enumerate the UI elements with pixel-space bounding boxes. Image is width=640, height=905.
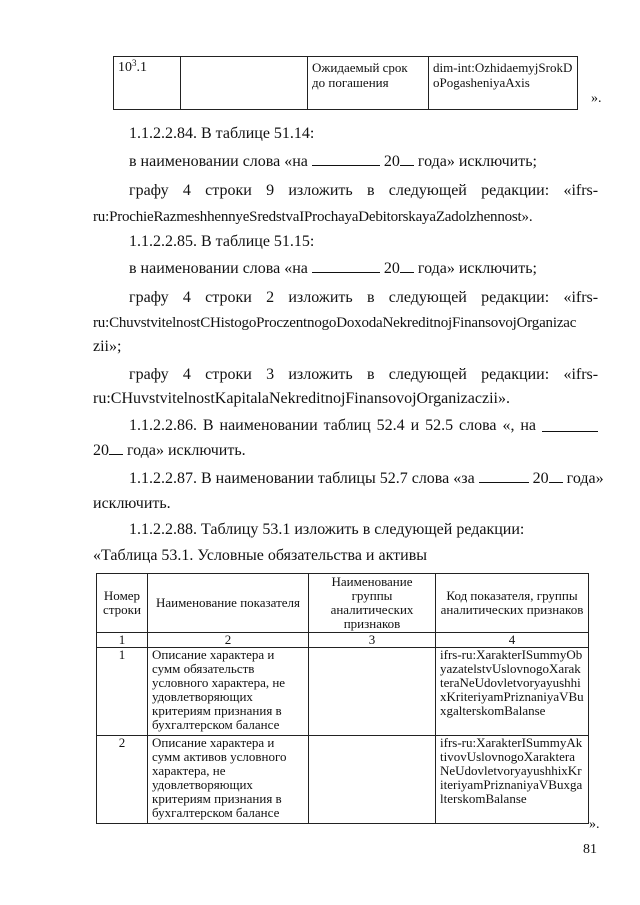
indicator-code: ifrs-ru:XarakterISummyAktivovUslovnogoXarakteraNeUdovletvoryayushhixKriteriyamPriznaniyaVBuxgalterskomBalanse bbox=[436, 736, 589, 824]
word: графу bbox=[129, 289, 169, 306]
text-fragment: 20 bbox=[379, 153, 400, 170]
word: графу bbox=[129, 182, 169, 199]
text-fragment: 20 bbox=[528, 470, 549, 487]
clause-heading: 1.1.2.2.88. Таблицу 53.1 изложить в следующей редакции: bbox=[129, 521, 525, 538]
word: строки bbox=[205, 289, 252, 306]
word: 3 bbox=[266, 366, 275, 383]
word: таблиц bbox=[323, 417, 371, 434]
column-number-row bbox=[97, 633, 589, 648]
clause-text bbox=[129, 181, 598, 201]
word: 4 bbox=[182, 182, 191, 199]
clause-text bbox=[129, 259, 537, 279]
word: 52.4 bbox=[376, 417, 405, 434]
row-number: 1 bbox=[97, 648, 148, 736]
word: строки bbox=[205, 182, 252, 199]
word: «ifrs- bbox=[563, 182, 599, 199]
word: 9 bbox=[266, 182, 275, 199]
word: следующей bbox=[388, 366, 467, 383]
table-header-row bbox=[97, 574, 589, 633]
clause-heading: 1.1.2.2.84. В таблице 51.14: bbox=[129, 125, 315, 142]
blank-line bbox=[549, 470, 563, 483]
row-number-tail: .1 bbox=[136, 60, 147, 75]
word: в bbox=[366, 366, 375, 383]
text-fragment: 20 bbox=[93, 442, 109, 459]
blank-line bbox=[312, 153, 380, 166]
word: редакции: bbox=[481, 182, 550, 199]
blank-line bbox=[109, 442, 123, 455]
clause-text bbox=[129, 416, 598, 436]
table-row bbox=[97, 648, 589, 736]
column-header: Наименование группы аналитических признаков bbox=[309, 574, 436, 633]
xbrl-code: ru:CHuvstvitelnostKapitalaNekreditnojFinansovojOrganizaczii». bbox=[93, 390, 510, 407]
word: редакции: bbox=[481, 289, 550, 306]
text-fragment: года» bbox=[562, 470, 604, 487]
text-fragment: в наименовании слова «на bbox=[129, 153, 312, 170]
group-name bbox=[309, 648, 436, 736]
word: строки bbox=[205, 366, 252, 383]
word: изложить bbox=[288, 182, 353, 199]
word: на bbox=[520, 417, 537, 434]
row-number-cell bbox=[114, 57, 181, 110]
closing-quote: ». bbox=[591, 91, 602, 106]
word: в bbox=[366, 182, 375, 199]
blank-line bbox=[542, 419, 598, 432]
word: редакции: bbox=[481, 366, 550, 383]
clause-text bbox=[129, 365, 598, 385]
column-header: Код показателя, группы аналитических признаков bbox=[436, 574, 589, 633]
word: 52.5 bbox=[425, 417, 454, 434]
empty-cell bbox=[181, 57, 308, 110]
text-fragment: года» исключить; bbox=[413, 153, 537, 170]
clause-text bbox=[129, 469, 604, 489]
page-number: 81 bbox=[583, 842, 597, 857]
blank-line bbox=[312, 260, 380, 273]
column-header: Номер строки bbox=[97, 574, 148, 633]
word: 4 bbox=[182, 366, 191, 383]
indicator-name: Описание характера и сумм обязательств условного характера, не удовлетворяющих критериям признания в бухгалтерском балансе bbox=[148, 648, 309, 736]
word: наименовании bbox=[219, 417, 318, 434]
row-number-base: 10 bbox=[118, 60, 132, 75]
column-header: Наименование показателя bbox=[148, 574, 309, 633]
word: «ifrs- bbox=[563, 289, 599, 306]
xbrl-code: ru:ChuvstvitelnostCHistogoProczentnogoDoxodaNekreditnojFinansovojOrganizac bbox=[93, 315, 577, 331]
word: слова bbox=[458, 417, 497, 434]
row-number: 2 bbox=[97, 736, 148, 824]
word: 1.1.2.2.86. bbox=[129, 417, 197, 434]
word: «, bbox=[502, 417, 515, 434]
word: изложить bbox=[288, 366, 353, 383]
text-fragment: 1.1.2.2.87. В наименовании таблицы 52.7 слова «за bbox=[129, 470, 479, 487]
word: 4 bbox=[182, 289, 191, 306]
word: следующей bbox=[388, 182, 467, 199]
table-row bbox=[97, 736, 589, 824]
text-fragment: в наименовании слова «на bbox=[129, 260, 312, 277]
blank-line bbox=[400, 153, 414, 166]
word: в bbox=[366, 289, 375, 306]
word: В bbox=[202, 417, 214, 434]
blank-line bbox=[479, 470, 529, 483]
closing-quote: ». bbox=[589, 817, 600, 832]
indicator-name-cell: Ожидаемый срок до погашения bbox=[308, 57, 429, 110]
text-fragment: года» исключить; bbox=[413, 260, 537, 277]
table-row bbox=[114, 57, 578, 110]
indicator-code-cell: dim-int:OzhidaemyjSrokDoPogasheniyaAxis bbox=[429, 57, 578, 110]
clause-text bbox=[93, 441, 246, 461]
column-number: 1 bbox=[97, 633, 148, 648]
text-fragment: 20 bbox=[379, 260, 400, 277]
xbrl-code: zii»; bbox=[93, 338, 122, 355]
indicator-name: Описание характера и сумм активов условного характера, не удовлетворяющих критериям признания в бухгалтерском балансе bbox=[148, 736, 309, 824]
column-number: 2 bbox=[148, 633, 309, 648]
word: 2 bbox=[266, 289, 275, 306]
word: следующей bbox=[388, 289, 467, 306]
word: и bbox=[410, 417, 420, 434]
clause-text bbox=[129, 288, 598, 308]
word: «ifrs- bbox=[563, 366, 599, 383]
clause-text: исключить. bbox=[93, 495, 171, 512]
column-number: 4 bbox=[436, 633, 589, 648]
word: графу bbox=[129, 366, 169, 383]
row-number-superscript: 3 bbox=[132, 58, 137, 68]
column-number: 3 bbox=[309, 633, 436, 648]
table-53-1 bbox=[96, 573, 589, 824]
word: изложить bbox=[288, 289, 353, 306]
clause-text bbox=[129, 152, 537, 172]
text-fragment: года» исключить. bbox=[123, 442, 246, 459]
table-title: «Таблица 53.1. Условные обязательства и активы bbox=[93, 547, 427, 564]
group-name bbox=[309, 736, 436, 824]
top-table-fragment bbox=[113, 56, 578, 110]
indicator-code: ifrs-ru:XarakterISummyObyazatelstvUslovnogoXarakteraNeUdovletvoryayushhixKriteriyamPriznaniyaVBuxgalterskomBalanse bbox=[436, 648, 589, 736]
blank-line bbox=[400, 260, 414, 273]
xbrl-code: ru:ProchieRazmeshhennyeSredstvaIProchayaDebitorskayaZadolzhennost». bbox=[93, 209, 533, 225]
clause-heading: 1.1.2.2.85. В таблице 51.15: bbox=[129, 233, 315, 250]
